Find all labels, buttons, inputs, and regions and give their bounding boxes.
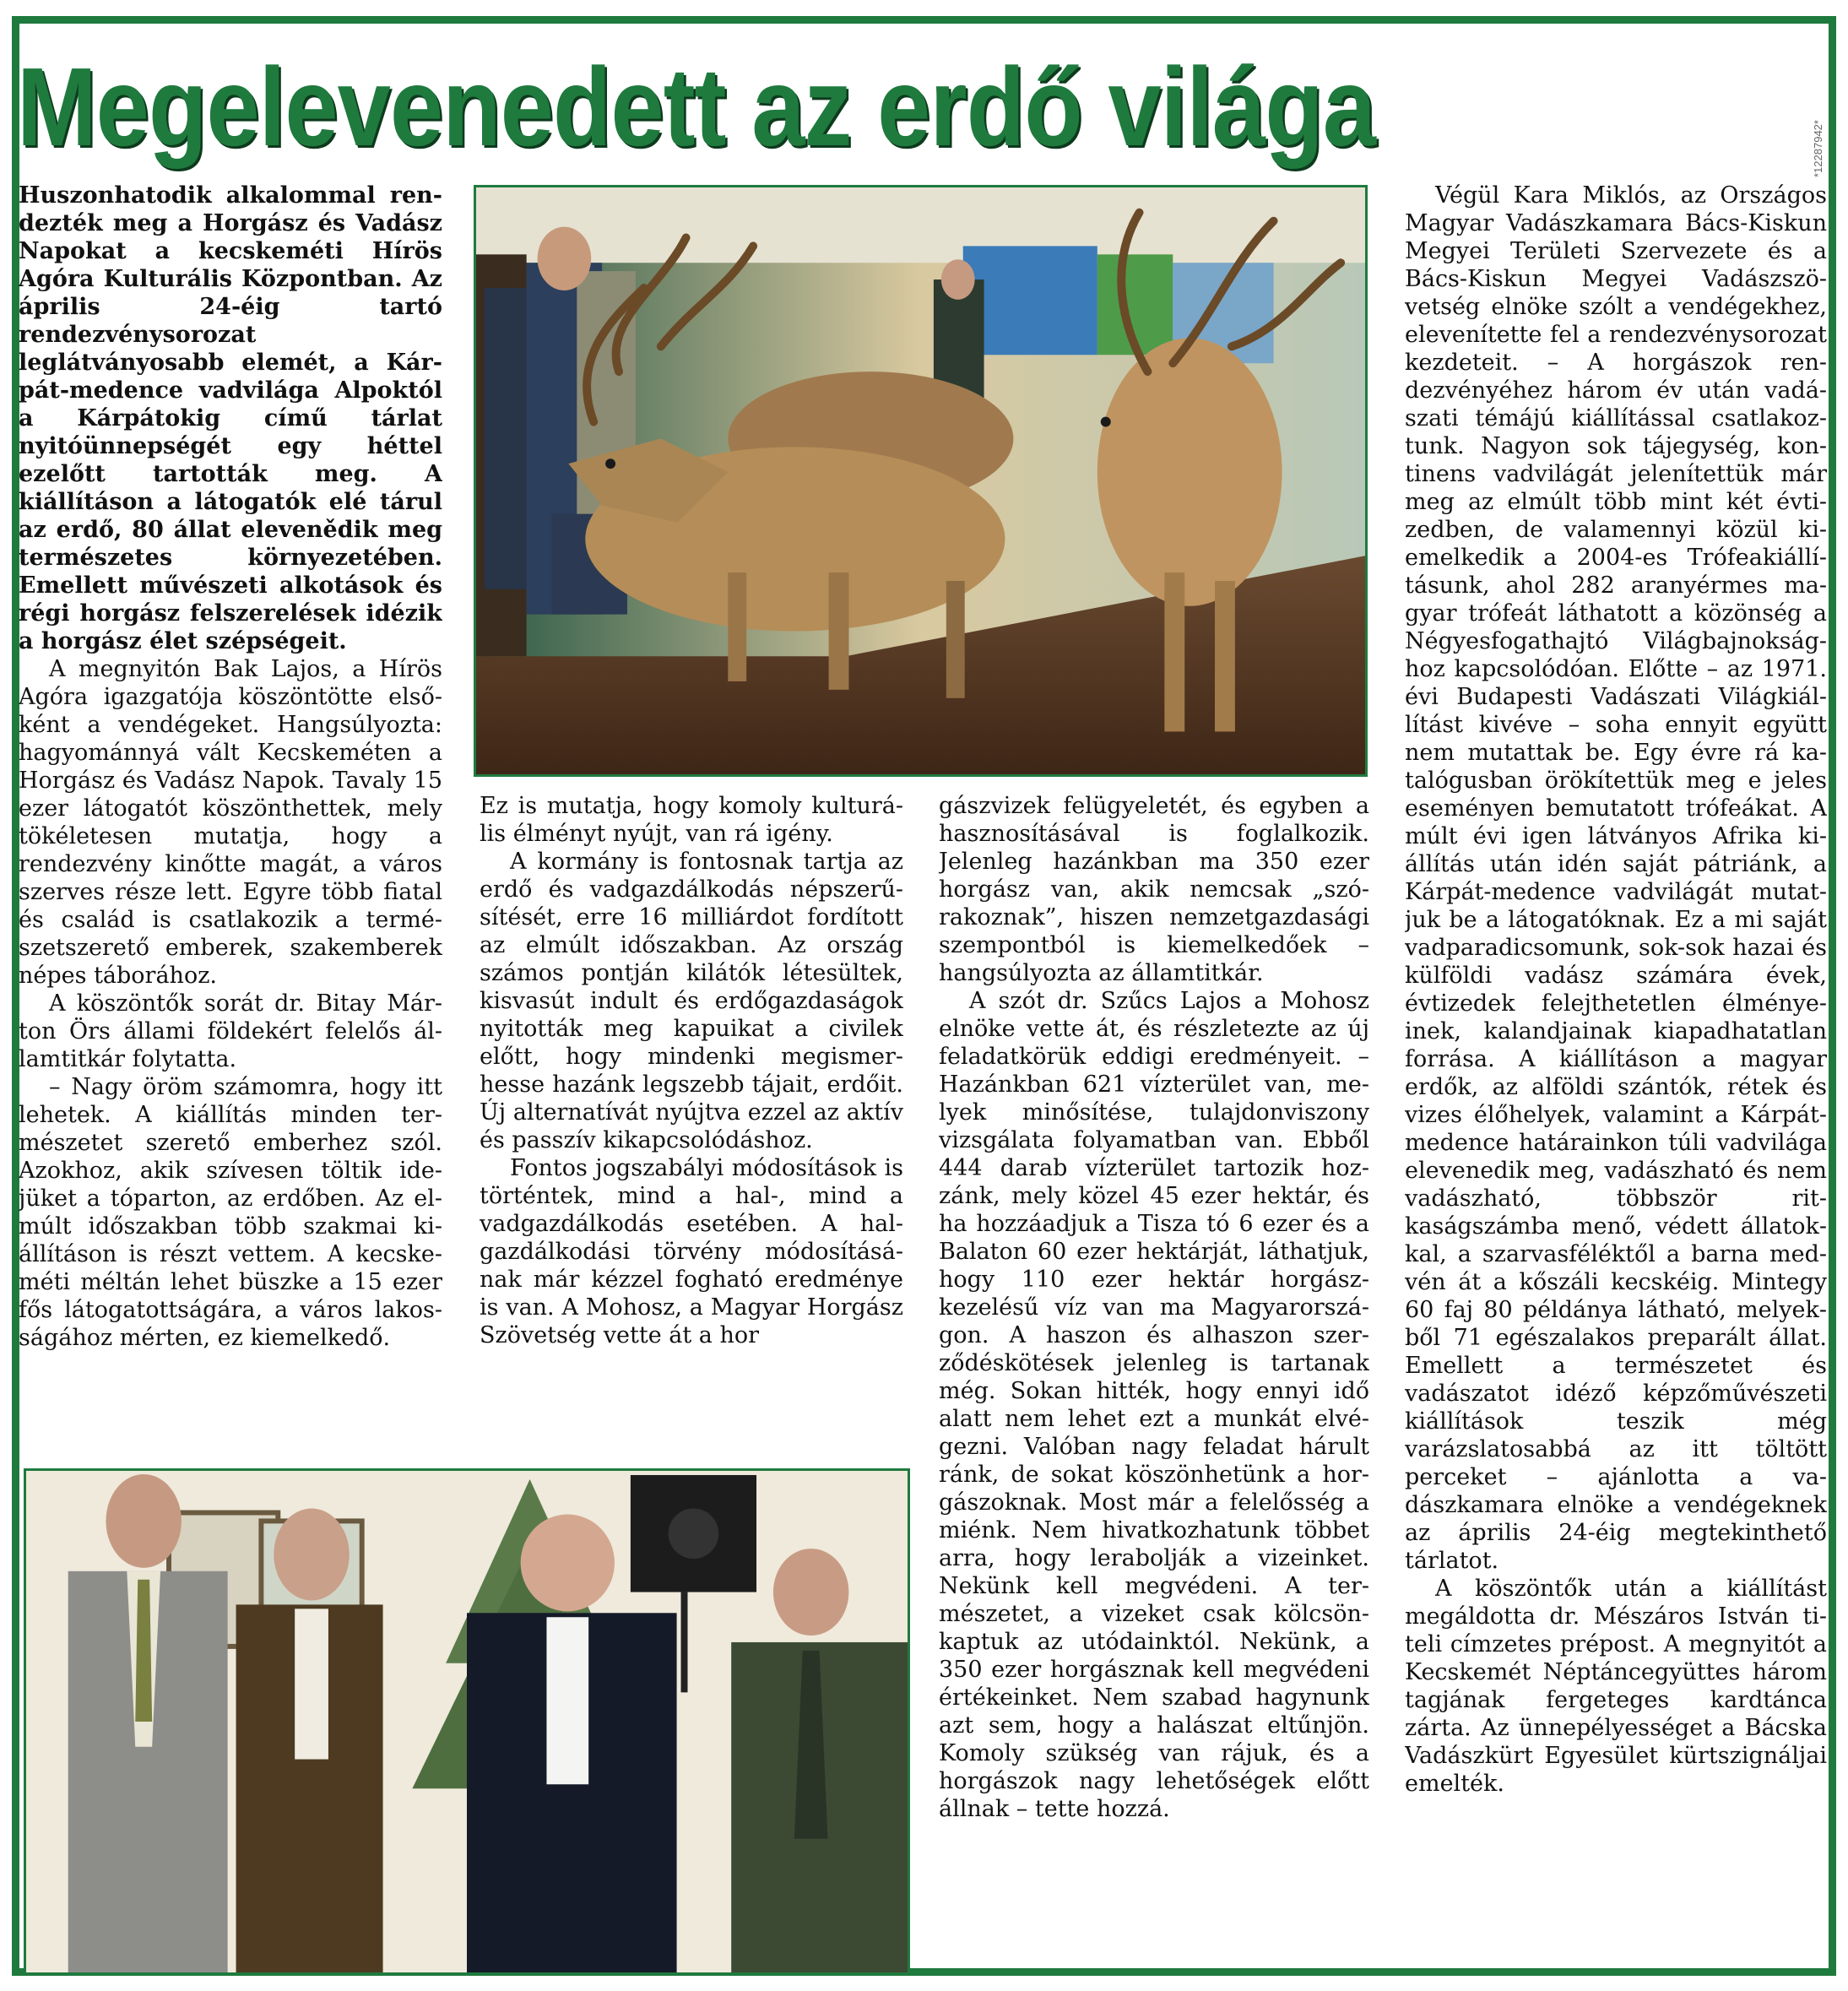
deer-exhibit-photo <box>474 185 1368 777</box>
lead-paragraph: Huszonhatodik alkalommal rendezték meg a Horgász és Vadász Napokat a kecskeméti Hírös Agóra Kulturális Központban. Az április 24-éig tartó rendezvénysorozat leglátványosabb elemét, a Kárpát-medence vadvilága Alpoktól a Kárpátokig című tárlat nyitóünnepségét egy héttel ezelőtt tartották meg. A kiállításon a látogatók elé tárul az erdő, 80 állat elevenědik meg természetes környezetében. Emellett művészeti alkotások és régi horgász felszerelések idézik a horgász élet szépségeit. <box>19 182 442 654</box>
deer-exhibit-illustration <box>476 187 1365 774</box>
paragraph: Ez is mutatja, hogy komoly kulturális élményt nyújt, van rá igény. <box>480 793 903 847</box>
paragraph: A köszöntők után a kiállítást megáldotta dr. Mészáros István titeli címzetes prépost. A megnyitót a Kecskemét Néptáncegyüttes három tagjának fergeteges kardtánca zárta. Az ünnepélyességet a Bácska Vadászkürt Egyesület kürtszignáljai emelték. <box>1405 1576 1827 1797</box>
article-column-2 <box>480 792 903 1474</box>
paragraph: A megnyitón Bak Lajos, a Hírös Agóra igazgatója köszöntötte elsőként a vendégeket. Hangsúlyozta: hagyománnyá vált Kecskeméten a Horgász és Vadász Napok. Tavaly 15 ezer látogatót köszönthettek, mely tökéletesen mutatja, hogy a rendezvény kinőtte magát, a város szerves része lett. Egyre több fiatal és család is csatlakozik a természetszerető emberek, szakemberek népes táborához. <box>19 656 442 989</box>
paragraph: gászvizek felügyeletét, és egyben a hasznosításával is foglalkozik. Jelenleg hazánkban ma 350 ezer horgász van, akik nemcsak „szórakoznak”, hiszen nemzetgazdasági szempontból is kiemelkedőek – hangsúlyozta az államtitkár. <box>939 793 1369 986</box>
paragraph: A szót dr. Szűcs Lajos a Mohosz elnöke vette át, és részletezte az új feladatkörük eddigi eredményeit. – Hazánkban 621 vízterület van, melyek minősítése, tulajdonviszony vizsgálata folyamatban van. Ebből 444 darab vízterület tartozik hozzánk, mely közel 45 ezer hektár, és ha hozzáadjuk a Tisza tó 6 ezer és a Balaton 60 ezer hektárját, láthatjuk, hogy 110 ezer hektár horgászkezelésű víz van ma Magyarországon. A haszon és alhaszon szerződéskötések jelenleg is tartanak még. Sokan hitték, hogy ennyi idő alatt nem lehet ezt a munkát elvégezni. Valóban nagy feladat hárult ránk, de sokat köszönhetünk a horgászoknak. Most már a felelősség a miénk. Nem hivatkozhatunk többet arra, hogy lerabolják a vizeinket. Nekünk kell megvédeni. A természetet, a vizeket csak kölcsönkaptuk az utódainktól. Nekünk, a 350 ezer horgásznak kell megvédeni értékeinket. Nem szabad hagynunk azt sem, hogy a halászat eltűnjön. Komoly szükség van rájuk, és a horgászok nagy lehetőségek előtt állnak – tette hozzá. <box>939 988 1369 1822</box>
paragraph: A köszöntők sorát dr. Bitay Márton Örs állami földekért felelős államtitkár folytatta. <box>19 990 442 1072</box>
headline: Megelevenedett az erdő világa <box>17 45 1376 169</box>
speakers-illustration <box>26 1471 908 1972</box>
article-column-3 <box>939 792 1369 1961</box>
opening-ceremony-photo <box>24 1468 910 1975</box>
paragraph: Végül Kara Miklós, az Országos Magyar Vadászkamara Bács-Kiskun Megyei Területi Szervezete és a Bács-Kiskun Megyei Vadászszövetség elnöke szólt a vendégekhez, elevenítette fel a rendezvénysorozat kezdeteit. – A horgászok rendezvényéhez három év után vadászati témájú kiállítással csatlakoztunk. Nagyon sok tájegység, kontinens vadvilágát jelenítettük már meg az elmúlt több mint két évtizedben, de valamennyi közül kiemelkedik a 2004-es Trófeakiállításunk, ahol 282 aranyérmes magyar trófeát láthatott a közönség a Négyesfogathajtó Világbajnoksághoz kapcsolódóan. Előtte – az 1971. évi Budapesti Vadászati Világkiállítást kivéve – soha ennyit együtt nem mutattak be. Egy évre rá katalógusban örökítettük meg e jeles eseményen bemutatott trófeákat. A múlt évi igen látványos Afrika kiállítás után idén saját pátriánk, a Kárpát-medence vadvilágát mutatjuk be a látogatóknak. Ez a mi saját vadparadicsomunk, sok-sok hazai és külföldi vadász számára évek, évtizedek felejthetetlen élményeinek, kalandjainak kiapadhatatlan forrása. A kiállításon a magyar erdők, az alföldi szántók, rétek és vizes élőhelyek, valamint a Kárpát-medence határainkon túli vadvilága elevenedik meg, vadászható és nem vadászható, többször ritkaságszámba menő, védett állatokkal, a szarvasféléktől a barna medvén át a kőszáli kecskéig. Mintegy 60 faj 80 példánya látható, melyekből 71 egészalakos preparált állat. Emellett a természetet és vadászatot idéző képzőművészeti kiállítások teszik még varázslatosabbá az itt töltött perceket – ajánlotta a vadászkamara elnöke a vendégeknek az április 24-éig megtekinthető tárlatot. <box>1405 182 1827 1574</box>
paragraph: A kormány is fontosnak tartja az erdő és vadgazdálkodás népszerűsítését, erre 16 milliárdot fordított az elmúlt időszakban. Az ország számos pontján kilátók létesültek, kisvasút indult és erdőgazdaságok nyitották meg kapuikat a civilek előtt, hogy mindenki megismerhesse hazánk legszebb tájait, erdőit. Új alternatívát nyújtva ezzel az aktív és passzív kikapcsolódáshoz. <box>480 849 903 1153</box>
paragraph: Fontos jogszabályi módosítások is történtek, mind a hal-, mind a vadgazdálkodás esetében. A halgazdálkodási törvény módosításának már kézzel fogható eredménye is van. A Mohosz, a Magyar Horgász Szövetség vette át a hor <box>480 1155 903 1348</box>
article-column-4 <box>1405 182 1827 1959</box>
article-code: *12287942* <box>1812 120 1824 177</box>
paragraph: – Nagy öröm számomra, hogy itt lehetek. A kiállítás minden természetet szerető emberhez szól. Azokhoz, akik szívesen töltik idejüket a tóparton, az erdőben. Az elmúlt időszakban több szakmai kiállításon is részt vettem. A kecskeméti méltán lehet büszke a 15 ezer fős látogatottságára, a város lakosságához mérten, ez kiemelkedő. <box>19 1074 442 1351</box>
